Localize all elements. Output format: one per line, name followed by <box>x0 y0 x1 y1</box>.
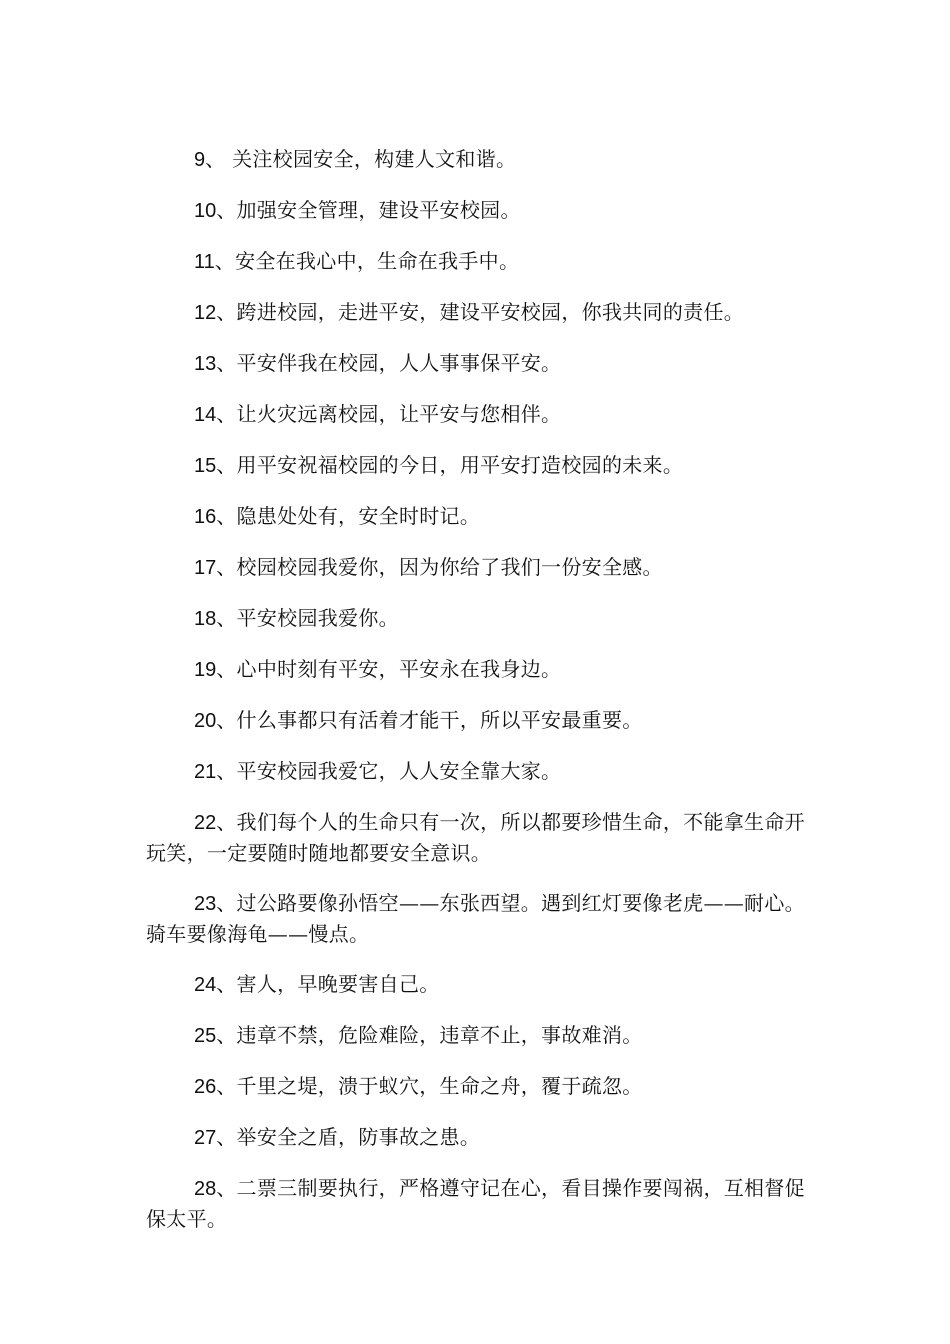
item-number: 11 <box>194 251 215 273</box>
item-text: 、过公路要像孙悟空——东张西望。遇到红灯要像老虎——耐心。骑车要像海龟——慢点。 <box>146 891 805 946</box>
list-item <box>146 1071 808 1102</box>
list-item <box>146 297 808 328</box>
list-item <box>146 144 808 175</box>
item-text: 、害人，早晚要害自己。 <box>216 972 440 996</box>
list-item <box>146 888 808 949</box>
item-number: 19 <box>194 659 217 681</box>
list-item <box>146 807 808 868</box>
item-text: 、违章不禁，危险难险，违章不止，事故难消。 <box>216 1023 643 1047</box>
item-text: 、校园校园我爱你，因为你给了我们一份安全感。 <box>216 555 663 579</box>
item-text: 、用平安祝福校园的今日，用平安打造校园的未来。 <box>216 453 684 477</box>
item-number: 13 <box>194 353 217 375</box>
list-item <box>146 246 808 277</box>
item-number: 17 <box>194 557 217 579</box>
list-item <box>146 1122 808 1153</box>
item-number: 14 <box>194 404 217 426</box>
item-number: 24 <box>194 974 217 996</box>
item-number: 20 <box>194 710 217 732</box>
list-item <box>146 501 808 532</box>
item-text: 、平安校园我爱你。 <box>216 606 399 630</box>
item-number: 28 <box>194 1178 217 1200</box>
item-number: 26 <box>194 1076 217 1098</box>
item-number: 18 <box>194 608 217 630</box>
item-text: 、让火灾远离校园，让平安与您相伴。 <box>216 402 562 426</box>
item-number: 15 <box>194 455 217 477</box>
item-text: 、跨进校园，走进平安，建设平安校园，你我共同的责任。 <box>216 300 745 324</box>
slogan-list <box>146 144 808 1254</box>
item-number: 16 <box>194 506 217 528</box>
list-item <box>146 654 808 685</box>
item-text: 、我们每个人的生命只有一次，所以都要珍惜生命，不能拿生命开玩笑，一定要随时随地都要安全意识。 <box>146 810 805 865</box>
item-text: 、 关注校园安全，构建人文和谐。 <box>205 147 517 171</box>
list-item <box>146 603 808 634</box>
list-item <box>146 399 808 430</box>
list-item <box>146 969 808 1000</box>
item-text: 、加强安全管理，建设平安校园。 <box>216 198 521 222</box>
item-text: 、心中时刻有平安，平安永在我身边。 <box>216 657 562 681</box>
list-item <box>146 552 808 583</box>
list-item <box>146 1173 808 1234</box>
item-number: 10 <box>194 200 217 222</box>
list-item <box>146 756 808 787</box>
list-item <box>146 705 808 736</box>
item-text: 、隐患处处有，安全时时记。 <box>216 504 481 528</box>
item-number: 22 <box>194 812 217 834</box>
item-number: 23 <box>194 893 217 915</box>
item-number: 27 <box>194 1127 217 1149</box>
item-number: 12 <box>194 302 217 324</box>
list-item <box>146 450 808 481</box>
item-text: 、平安伴我在校园，人人事事保平安。 <box>216 351 562 375</box>
item-text: 、举安全之盾，防事故之患。 <box>216 1125 481 1149</box>
item-text: 、二票三制要执行，严格遵守记在心，看目操作要闯祸，互相督促保太平。 <box>146 1176 805 1231</box>
list-item <box>146 348 808 379</box>
item-text: 、安全在我心中，生命在我手中。 <box>214 249 520 273</box>
list-item <box>146 1020 808 1051</box>
item-text: 、千里之堤，溃于蚁穴，生命之舟，覆于疏忽。 <box>216 1074 643 1098</box>
item-number: 25 <box>194 1025 217 1047</box>
item-text: 、什么事都只有活着才能干，所以平安最重要。 <box>216 708 643 732</box>
item-number: 21 <box>194 761 217 783</box>
list-item <box>146 195 808 226</box>
item-text: 、平安校园我爱它，人人安全靠大家。 <box>216 759 562 783</box>
item-number: 9 <box>194 149 206 171</box>
